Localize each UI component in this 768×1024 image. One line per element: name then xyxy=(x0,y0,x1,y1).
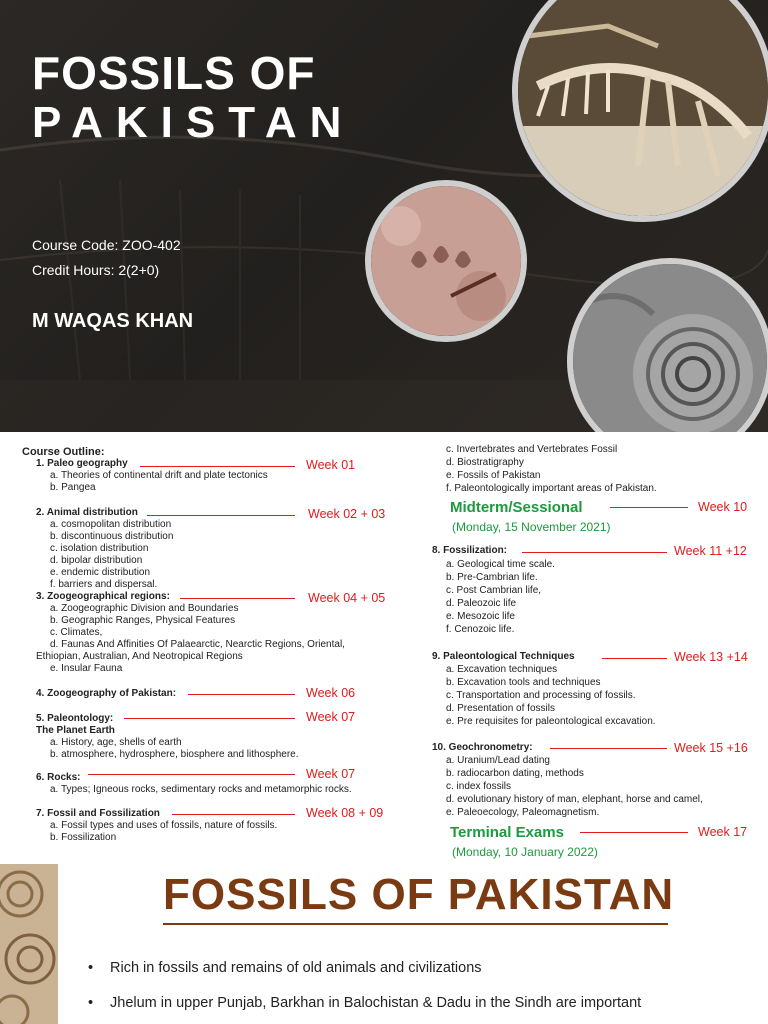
outline-subtopic: a. Geological time scale. xyxy=(446,559,555,570)
title-line-1: FOSSILS OF xyxy=(32,47,316,99)
outline-subtopic: b. radiocarbon dating, methods xyxy=(446,768,584,779)
outline-topic: 7. Fossil and Fossilization xyxy=(36,808,160,819)
title-underline xyxy=(163,923,668,925)
title-line-2: PAKISTAN xyxy=(32,98,355,147)
fossils-of-pakistan-slide xyxy=(0,864,768,1024)
outline-topic: 3. Zoogeographical regions: xyxy=(36,591,170,602)
slide-title: FOSSILS OF PAKISTAN xyxy=(163,870,675,919)
outline-topic: 2. Animal distribution xyxy=(36,507,138,518)
outline-subtopic: c. index fossils xyxy=(446,781,512,792)
week-connector xyxy=(580,832,688,833)
outline-topic: 10. Geochronometry: xyxy=(432,742,533,753)
week-label: Week 01 xyxy=(306,458,356,472)
outline-topic: 9. Paleontological Techniques xyxy=(432,651,575,662)
week-label: Week 07 xyxy=(306,767,356,781)
midterm-label: Midterm/Sessional xyxy=(450,499,583,516)
week-label: Week 13 +14 xyxy=(674,650,748,664)
week-connector xyxy=(550,748,667,749)
footprint-photo xyxy=(365,180,527,342)
outline-subtopic: a. Types; Igneous rocks, sedimentary rocks and metamorphic rocks. xyxy=(50,784,352,795)
week-label: Week 02 + 03 xyxy=(308,507,386,521)
week-label: Week 07 xyxy=(306,710,356,724)
credit-hours: Credit Hours: 2(2+0) xyxy=(32,262,160,278)
outline-subtopic: e. Insular Fauna xyxy=(50,663,123,674)
outline-subtopic: a. Fossil types and uses of fossils, nature of fossils. xyxy=(50,820,278,831)
outline-subtopic: c. Invertebrates and Vertebrates Fossil xyxy=(446,444,618,455)
outline-topic: 8. Fossilization: xyxy=(432,545,508,556)
week-label: Week 11 +12 xyxy=(674,544,747,558)
outline-subtopic: a. Excavation techniques xyxy=(446,664,558,675)
bullet-text: Rich in fossils and remains of old animals and civilizations xyxy=(110,960,482,976)
outline-subtopic: c. isolation distribution xyxy=(50,543,149,554)
author-name: M WAQAS KHAN xyxy=(32,310,194,332)
week-connector xyxy=(610,507,688,508)
outline-subtopic: e. Mesozoic life xyxy=(446,611,515,622)
week-label: Week 17 xyxy=(698,825,748,839)
outline-subtopic: a. Theories of continental drift and plate tectonics xyxy=(50,470,268,481)
outline-subtopic: d. evolutionary history of man, elephant, horse and camel, xyxy=(446,794,703,805)
outline-subtopic: d. bipolar distribution xyxy=(50,555,143,566)
outline-subtopic: b. Pangea xyxy=(50,482,96,493)
outline-subtopic: a. History, age, shells of earth xyxy=(50,737,182,748)
course-code: Course Code: ZOO-402 xyxy=(32,237,181,253)
outline-topic: 5. Paleontology: xyxy=(36,713,114,724)
outline-subtopic: d. Presentation of fossils xyxy=(446,703,555,714)
outline-subtopic: d. Paleozoic life xyxy=(446,598,517,609)
outline-subtopic: a. Zoogeographic Division and Boundaries xyxy=(50,603,239,614)
outline-subtopic: Ethiopian, Australian, And Neotropical Regions xyxy=(36,651,243,662)
outline-subtopic: a. Uranium/Lead dating xyxy=(446,755,550,766)
title-slide xyxy=(0,0,768,432)
outline-subtopic: b. Geographic Ranges, Physical Features xyxy=(50,615,236,626)
bullet-item: • Jhelum in upper Punjab, Barkhan in Balochistan & Dadu in the Sindh are important xyxy=(88,995,642,1011)
outline-subtopic: d. Biostratigraphy xyxy=(446,457,524,468)
week-connector xyxy=(147,515,295,516)
midterm-date: (Monday, 15 November 2021) xyxy=(452,520,611,534)
week-label: Week 15 +16 xyxy=(674,741,748,755)
week-label: Week 04 + 05 xyxy=(308,591,386,605)
week-connector xyxy=(522,552,667,553)
outline-subtopic: e. Fossils of Pakistan xyxy=(446,470,541,481)
outline-topic: The Planet Earth xyxy=(36,725,115,736)
ammonite-border-image xyxy=(0,864,58,1024)
outline-subtopic: a. cosmopolitan distribution xyxy=(50,519,172,530)
outline-subtopic: b. Excavation tools and techniques xyxy=(446,677,601,688)
week-label: Week 10 xyxy=(698,500,748,514)
course-outline-slide xyxy=(0,432,768,864)
outline-subtopic: e. Paleoecology, Paleomagnetism. xyxy=(446,807,600,818)
outline-topic: 4. Zoogeography of Pakistan: xyxy=(36,688,177,699)
week-label: Week 06 xyxy=(306,686,356,700)
outline-subtopic: f. Paleontologically important areas of Pakistan. xyxy=(446,483,657,494)
outline-subtopic: c. Post Cambrian life, xyxy=(446,585,542,596)
outline-subtopic: e. Pre requisites for paleontological excavation. xyxy=(446,716,656,727)
outline-subtopic: c. Climates, xyxy=(50,627,103,638)
outline-subtopic: b. discontinuous distribution xyxy=(50,531,174,542)
week-label: Week 08 + 09 xyxy=(306,806,384,820)
outline-subtopic: b. Pre-Cambrian life. xyxy=(446,572,538,583)
week-connector xyxy=(140,466,295,467)
bullet-text: Jhelum in upper Punjab, Barkhan in Balochistan & Dadu in the Sindh are important xyxy=(110,995,642,1011)
outline-subtopic: b. atmosphere, hydrosphere, biosphere and lithosphere. xyxy=(50,749,299,760)
outline-subtopic: b. Fossilization xyxy=(50,832,117,843)
terminal-date: (Monday, 10 January 2022) xyxy=(452,845,598,859)
week-connector xyxy=(188,694,295,695)
terminal-label: Terminal Exams xyxy=(450,824,564,841)
bullet-item: • Rich in fossils and remains of old animals and civilizations xyxy=(88,960,482,976)
week-connector xyxy=(88,774,295,775)
outline-subtopic: f. Cenozoic life. xyxy=(446,624,515,635)
week-connector xyxy=(180,598,295,599)
week-connector xyxy=(124,718,295,719)
outline-subtopic: d. Faunas And Affinities Of Palaearctic, Nearctic Regions, Oriental, xyxy=(50,639,345,650)
outline-heading: Course Outline: xyxy=(22,446,105,458)
week-connector xyxy=(602,658,667,659)
outline-subtopic: c. Transportation and processing of fossils. xyxy=(446,690,636,701)
week-connector xyxy=(172,814,295,815)
outline-topic: 1. Paleo geography xyxy=(36,458,128,469)
outline-subtopic: f. barriers and dispersal. xyxy=(50,579,158,590)
outline-subtopic: e. endemic distribution xyxy=(50,567,151,578)
outline-topic: 6. Rocks: xyxy=(36,772,81,783)
